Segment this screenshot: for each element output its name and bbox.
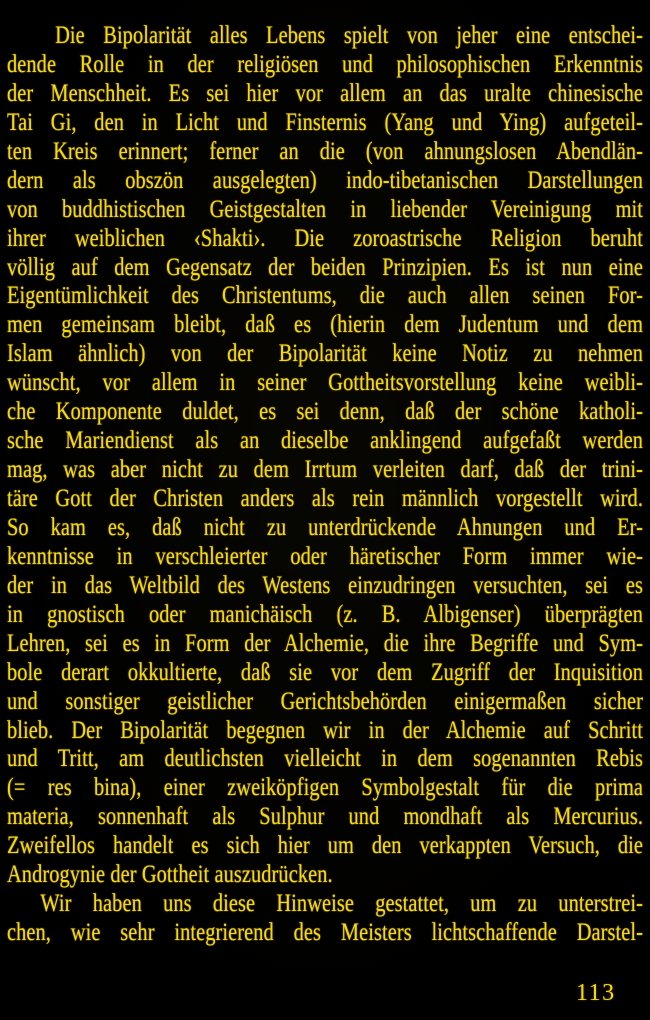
text-line: kenntnisse in verschleierter oder häretischer Form immer wie- [7, 542, 644, 570]
text-line: Lehren, sei es in Form der Alchemie, die ihre Begriffe und Sym- [7, 629, 644, 657]
text-line: dende Rolle in der religiösen und philosophischen Erkenntnis [7, 50, 644, 78]
text-line: sche Mariendienst als an dieselbe anklingend aufgefaßt werden [7, 427, 644, 455]
text-line: materia, sonnenhaft als Sulphur und mondhaft als Mercurius. [7, 803, 644, 831]
text-line: Die Bipolarität alles Lebens spielt von jeher eine entschei- [55, 22, 644, 49]
text-line: bole derart okkultierte, daß sie vor dem Zugriff der Inquisition [7, 658, 644, 686]
text-line: men gemeinsam bleibt, daß es (hierin dem Judentum und dem [7, 311, 644, 339]
text-line: täre Gott der Christen anders als rein männlich vorgestellt wird. [7, 485, 644, 512]
text-line: (= res bina), einer zweiköpfigen Symbolgestalt für die prima [7, 774, 644, 802]
text-line: Islam ähnlich) von der Bipolarität keine Notiz zu nehmen [7, 340, 644, 368]
text-line: ten Kreis erinnert; ferner an die (von ahnungslosen Abendlän- [7, 137, 644, 165]
text-line: Zweifellos handelt es sich hier um den verkappten Versuch, die [7, 832, 644, 860]
text-line: mag, was aber nicht zu dem Irrtum verleiten darf, daß der trini- [7, 456, 644, 484]
text-line: der in das Weltbild des Westens einzudringen versuchten, sei es [7, 571, 644, 599]
text-line: von buddhistischen Geistgestalten in liebender Vereinigung mit [7, 195, 644, 223]
page-number: 113 [576, 980, 616, 1006]
text-line: che Komponente duldet, es sei denn, daß der schöne katholi- [7, 398, 644, 426]
text-line: Tai Gi, den in Licht und Finsternis (Yang und Ying) aufgeteil- [7, 108, 644, 136]
text-line: Androgynie der Gottheit auszudrücken. [7, 861, 333, 889]
text-line: der Menschheit. Es sei hier vor allem an das uralte chinesische [7, 79, 644, 107]
text-line: dern als obszön ausgelegten) indo-tibetanischen Darstellungen [7, 166, 644, 194]
text-line: völlig auf dem Gegensatz der beiden Prinzipien. Es ist nun eine [7, 253, 644, 281]
text-line: wünscht, vor allem in seiner Gottheitsvorstellung keine weibli- [7, 369, 644, 397]
text-line: in gnostisch oder manichäisch (z. B. Albigenser) überprägten [7, 600, 644, 628]
text-line: und Tritt, am deutlichsten vielleicht in dem sogenannten Rebis [7, 745, 644, 773]
text-line: Eigentümlichkeit des Christentums, die auch allen seinen For- [7, 282, 644, 310]
body-text [7, 22, 643, 948]
text-line: chen, wie sehr integrierend des Meisters lichtschaffende Darstel- [7, 919, 644, 947]
text-line: blieb. Der Bipolarität begegnen wir in der Alchemie auf Schritt [7, 716, 644, 744]
text-line: So kam es, daß nicht zu unterdrückende Ahnungen und Er- [7, 513, 644, 541]
text-line: und sonstiger geistlicher Gerichtsbehörden einigermaßen sicher [7, 687, 644, 715]
text-line: ihrer weiblichen ‹Shakti›. Die zoroastrische Religion beruht [7, 224, 644, 252]
text-line: Wir haben uns diese Hinweise gestattet, um zu unterstrei- [40, 890, 644, 918]
